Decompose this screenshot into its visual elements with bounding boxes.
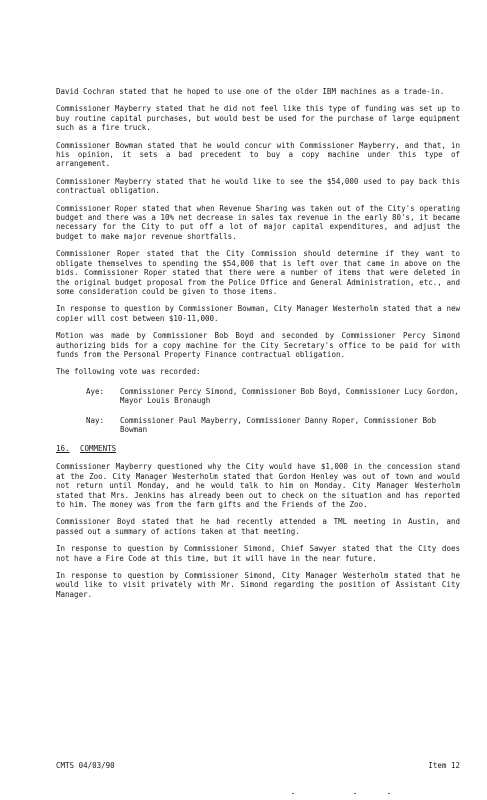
motion-paragraph: Motion was made by Commissioner Bob Boyd and seconded by Commissioner Percy Simond authorizing bids for a copy machine for the City Secretary's office to be paid for with funds from the Personal Property Finance contractual obligation. [56,331,460,359]
vote-aye-names: Commissioner Percy Simond, Commissioner Bob Boyd, Commissioner Lucy Gordon, Mayor Louis Bronaugh [120,386,459,406]
comment-paragraph-1: Commissioner Mayberry questioned why the City would have $1,000 in the concession stand at the Zoo. City Manager Westerholm stated that Gordon Henley was out of town and would not return until Monday, and he would talk to him on Monday. City Manager Westerholm stated that Mrs. Jenkins has already been out to check on the situation and has reported to him. The money was from the farm gifts and the Friends of the Zoo. [56,462,460,509]
comment-paragraph-4: In response to question by Commissioner Simond, City Manager Westerholm stated that he would like to visit privately with Mr. Simond regarding the position of Assistant City Manager. [56,571,460,599]
minutes-body [56,87,460,607]
paragraph-2: Commissioner Mayberry stated that he did not feel like this type of funding was set up to buy routine capital purchases, but would best be used for the purchase of large equipment such as a fire truck. [56,104,460,133]
vote-nay-row [86,416,460,435]
section-number: 16. [56,444,70,454]
paragraph-1: David Cochran stated that he hoped to use one of the older IBM machines as a trade-in. [56,87,445,96]
footer-date-code: CMTS 04/03/90 [56,761,115,770]
section-heading-comments [56,444,460,454]
footer-item-number: Item 12 [428,761,460,770]
paragraph-6: Commissioner Roper stated that the City Commission should determine if they want to obligate themselves to spending the $54,000 that is left over that came in above on the bids. Commissioner Roper stated that there were a number of items that were deleted in the original budget proposal from the Police Office and General Administration, etc., and some consideration could be given to those items. [56,249,460,296]
paragraph-5: Commissioner Roper stated that when Revenue Sharing was taken out of the City's operating budget and there was a 10% net decrease in sales tax revenue in the early 80's, it became necessary for the City to put off a lot of major capital expenditures, and adjust the budget to make major revenue shortfalls. [56,203,460,241]
paragraph-4: Commissioner Mayberry stated that he would like to see the $54,000 used to pay back this contractual obligation. [56,176,460,196]
comment-paragraph-3: In response to question by Commissioner Simond, Chief Sawyer stated that the City does not have a Fire Code at this time, but it will have in the near future. [56,544,460,563]
scan-artifact [292,793,412,795]
vote-intro: The following vote was recorded: [56,367,201,377]
comment-paragraph-2: Commissioner Boyd stated that he had recently attended a TML meeting in Austin, and passed out a summary of actions taken at that meeting. [56,517,460,536]
page-footer [56,761,460,770]
paragraph-7: In response to question by Commissioner Bowman, City Manager Westerholm stated that a new copier will cost between $10-11,000. [56,304,460,323]
vote-nay-label: Nay: [86,415,105,425]
section-title: COMMENTS [80,444,117,454]
paragraph-3: Commissioner Bowman stated that he would concur with Commissioner Mayberry, and that, in his opinion, it sets a bad precedent to buy a copy machine under this type of arrangement. [56,140,460,169]
vote-aye-row [86,387,460,406]
vote-aye-label: Aye: [86,386,105,396]
vote-nay-names: Commissioner Paul Mayberry, Commissioner Danny Roper, Commissioner Bob Bowman [120,415,437,434]
